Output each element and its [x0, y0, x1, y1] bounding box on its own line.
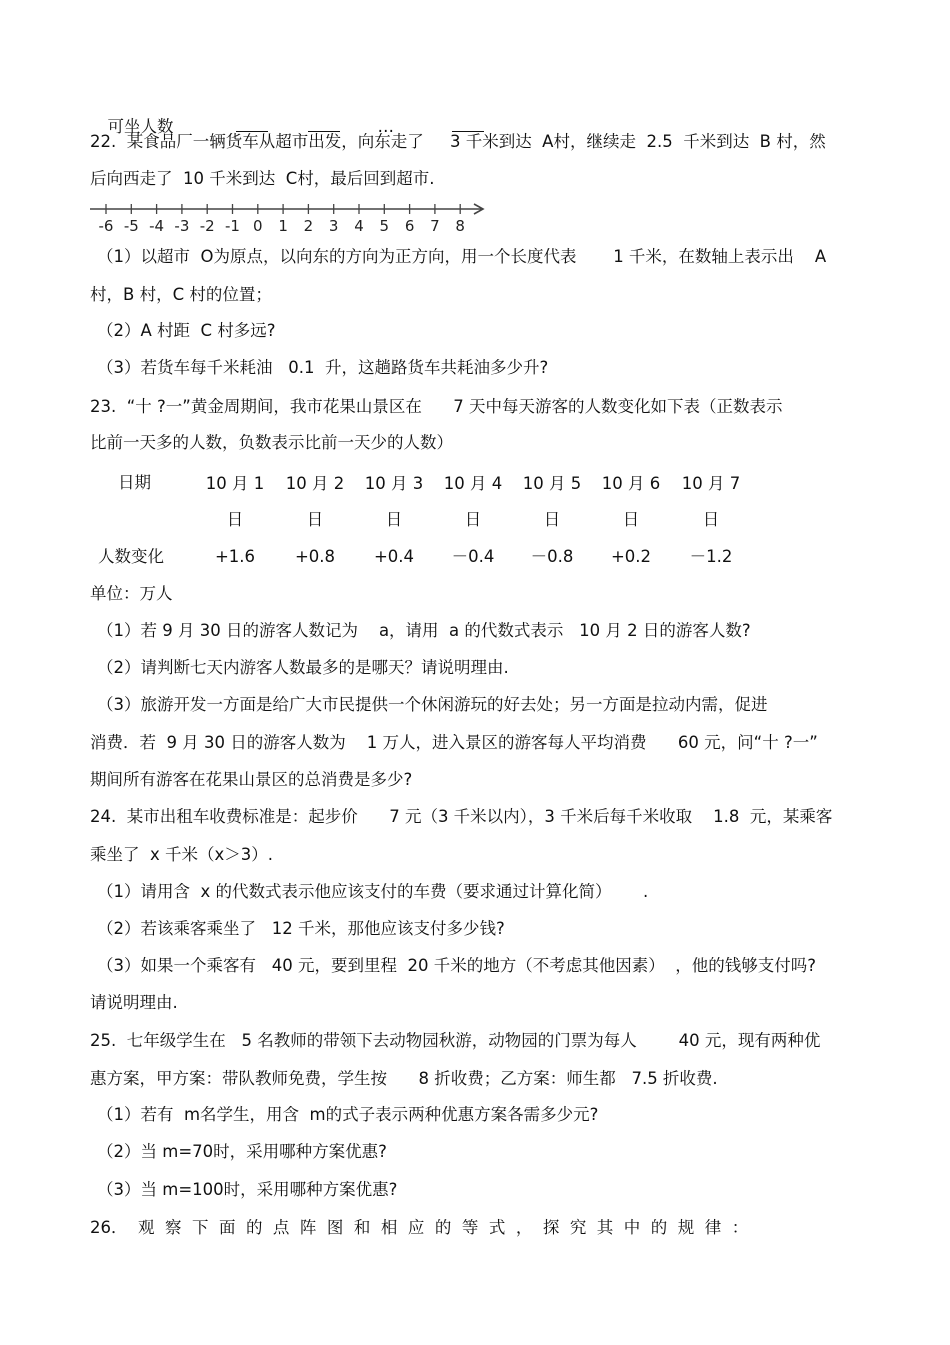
date-bottom-2: 日 — [306, 510, 324, 529]
change-3: +0.4 — [373, 547, 415, 566]
date-bottom-6: 日 — [622, 510, 640, 529]
q23-part-3b: 消费．若 9 月 30 日的游客人数为 1 万人，进入景区的游客每人平均消费 60 元，问“十 ?一” — [90, 733, 818, 752]
date-top-1: 10 月 1 — [205, 474, 265, 493]
date-bottom-4: 日 — [464, 510, 482, 529]
tick-label: -2 — [199, 217, 215, 235]
date-top-7: 10 月 7 — [681, 474, 741, 493]
date-top-4: 10 月 4 — [443, 474, 503, 493]
change-4: －0.4 — [451, 547, 495, 566]
date-top-3: 10 月 3 — [364, 474, 424, 493]
number-line — [88, 201, 488, 235]
q25-part-2: （2）当 m=70时，采用哪种方案优惠? — [97, 1142, 387, 1161]
tick-label: 8 — [455, 217, 465, 235]
blank-1 — [236, 117, 268, 132]
tick-label: 7 — [430, 217, 440, 235]
date-top-2: 10 月 2 — [285, 474, 345, 493]
q25-stem-1: 25. 七年级学生在 5 名教师的带领下去动物园秋游，动物园的门票为每人 40 元，现有两种优 — [90, 1031, 821, 1050]
q24-stem-1: 24. 某市出租车收费标准是：起步价 7 元（3 千米以内），3 千米后每千米收取 1.8 元，某乘客 — [90, 807, 833, 826]
q23-stem-1: 23. “十 ?一”黄金周期间，我市花果山景区在 7 天中每天游客的人数变化如下表（正数表示 — [90, 397, 783, 416]
tick-label: -1 — [225, 217, 240, 235]
q24-part-1: （1）请用含 x 的代数式表示他应该支付的车费（要求通过计算化简） . — [97, 882, 649, 901]
q24-part-3a: （3）如果一个乘客有 40 元，要到里程 20 千米的地方（不考虑其他因素） ，他的钱够支付吗? — [97, 956, 816, 975]
date-top-6: 10 月 6 — [601, 474, 661, 493]
q22-stem-1: 22. 某食品厂一辆货车从超市出发，向东走了 3 千米到达 A村，继续走 2.5 千米到达 B 村，然 — [90, 132, 826, 151]
change-7: －1.2 — [689, 547, 733, 566]
q22-part-1a: （1）以超市 O为原点，以向东的方向为正方向，用一个长度代表 1 千米，在数轴上表示出 A — [97, 247, 827, 266]
q24-part-2: （2）若该乘客乘坐了 12 千米，那他应该支付多少钱? — [97, 919, 505, 938]
date-bottom-1: 日 — [226, 510, 244, 529]
q22-part-2: （2）A 村距 C 村多远? — [97, 321, 276, 340]
tick-label: 2 — [303, 217, 314, 235]
q23-unit: 单位：万人 — [90, 584, 173, 603]
q23-part-3a: （3）旅游开发一方面是给广大市民提供一个休闲游玩的好去处；另一方面是拉动内需，促进 — [97, 695, 768, 714]
blank-2 — [308, 117, 340, 132]
q25-stem-2: 惠方案，甲方案：带队教师免费，学生按 8 折收费；乙方案：师生都 7.5 折收费. — [90, 1069, 718, 1088]
table-label-change: 人数变化 — [98, 547, 164, 566]
blank-3 — [452, 117, 484, 132]
date-bottom-3: 日 — [385, 510, 403, 529]
date-bottom-7: 日 — [702, 510, 720, 529]
tick-label: -5 — [123, 217, 139, 235]
q22-part-1b: 村，B 村，C 村的位置； — [90, 285, 272, 304]
change-1: +1.6 — [214, 547, 256, 566]
q26-stem: 26． 观 察 下 面 的 点 阵 图 和 相 应 的 等 式 ， 探 究 其 中 的 规 律 ： — [90, 1218, 749, 1237]
seat-count-label: 可坐人数 — [107, 117, 174, 136]
date-bottom-5: 日 — [543, 510, 561, 529]
q23-part-2: （2）请判断七天内游客人数最多的是哪天？请说明理由. — [97, 658, 509, 677]
q25-part-1: （1）若有 m名学生，用含 m的式子表示两种优惠方案各需多少元? — [97, 1105, 599, 1124]
tick-label: 5 — [379, 217, 390, 235]
tick-label: 4 — [354, 217, 364, 235]
change-5: －0.8 — [530, 547, 574, 566]
q25-part-3: （3）当 m=100时，采用哪种方案优惠? — [97, 1180, 398, 1199]
tick-label: 0 — [253, 217, 263, 235]
tick-label: 6 — [404, 217, 415, 235]
q24-stem-2: 乘坐了 x 千米（x＞3）. — [90, 845, 274, 864]
q23-stem-2: 比前一天多的人数，负数表示比前一天少的人数） — [90, 433, 453, 452]
q22-stem-2: 后向西走了 10 千米到达 C村，最后回到超市. — [90, 169, 435, 188]
q23-part-3c: 期间所有游客在花果山景区的总消费是多少? — [90, 770, 413, 789]
tick-label: -6 — [98, 217, 114, 235]
table-label-date: 日期 — [118, 473, 151, 492]
tick-label: 3 — [328, 217, 339, 235]
change-2: +0.8 — [294, 547, 336, 566]
q24-part-3b: 请说明理由. — [90, 993, 178, 1012]
tick-label: -4 — [149, 217, 165, 235]
tick-label: -3 — [174, 217, 190, 235]
q23-part-1: （1）若 9 月 30 日的游客人数记为 a，请用 a 的代数式表示 10 月 2 日的游客人数? — [97, 621, 751, 640]
q22-part-3: （3）若货车每千米耗油 0.1 升，这趟路货车共耗油多少升? — [97, 358, 549, 377]
tick-label: 1 — [278, 217, 288, 235]
ellipsis: … — [377, 117, 394, 136]
date-top-5: 10 月 5 — [522, 474, 582, 493]
change-6: +0.2 — [610, 547, 652, 566]
